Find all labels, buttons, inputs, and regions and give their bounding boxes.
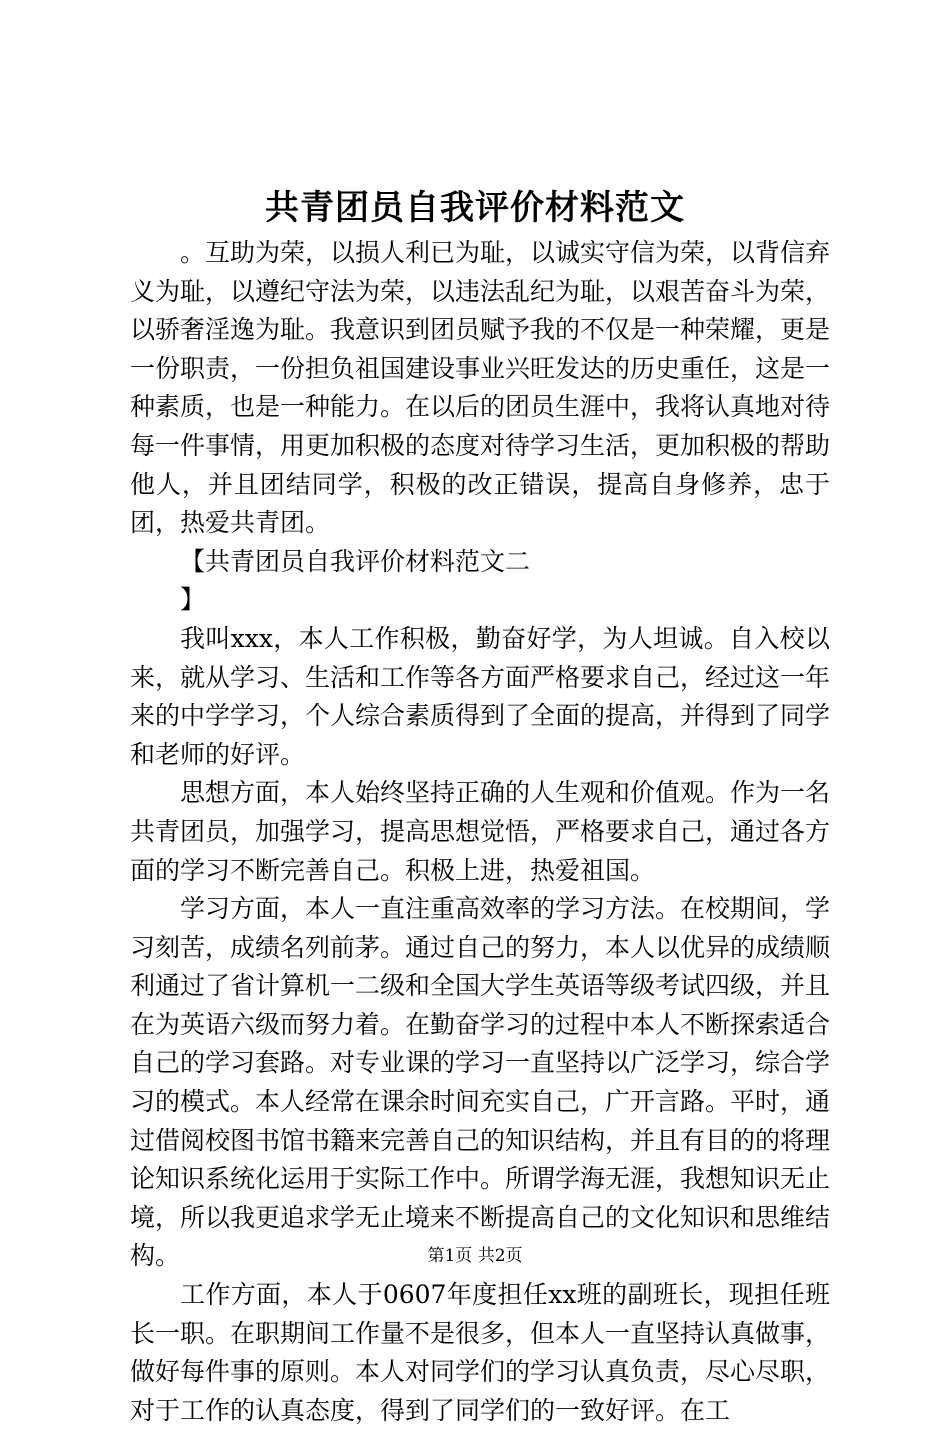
- paragraph: 工作方面，本人于0607年度担任xx班的副班长，现担任班长一职。在职期间工作量不是很多，但本人一直坚持认真做事，做好每件事的原则。本人对同学们的学习认真负责，尽心尽职，对于工作的认真态度，得到了同学们的一致好评。在工: [130, 1280, 831, 1425]
- paragraph: 。互助为荣，以损人利已为耻，以诚实守信为荣，以背信弃义为耻，以遵纪守法为荣，以违法乱纪为耻，以艰苦奋斗为荣，以骄奢淫逸为耻。我意识到团员赋予我的不仅是一种荣耀，更是一份职责，一份担负祖国建设事业兴旺发达的历史重任，这是一种素质，也是一种能力。在以后的团员生涯中，我将认真地对待每一件事情，用更加积极的态度对待学习生活，更加积极的帮助他人，并且团结同学，积极的改正错误，提高自身修养，忠于团，热爱共青团。: [130, 238, 831, 538]
- paragraph: 我叫xxx，本人工作积极，勤奋好学，为人坦诚。自入校以来，就从学习、生活和工作等各方面严格要求自己，经过这一年来的中学学习，个人综合素质得到了全面的提高，并得到了同学和老师的好评。: [130, 623, 831, 769]
- document-title: 共青团员自我评价材料范文: [265, 188, 685, 228]
- paragraph: 学习方面，本人一直注重高效率的学习方法。在校期间，学习刻苦，成绩名列前茅。通过自己的努力，本人以优异的成绩顺利通过了省计算机一二级和全国大学生英语等级考试四级，并且在为英语六级而努力着。在勤奋学习的过程中本人不断探索适合自己的学习套路。对专业课的学习一直坚持以广泛学习，综合学习的模式。本人经常在课余时间充实自己，广开言路。平时，通过借阅校图书馆书籍来完善自己的知识结构，并且有目的的将理论知识系统化运用于实际工作中。所谓学海无涯，我想知识无止境，所以我更追求学无止境来不断提高自己的文化知识和思维结构。: [130, 894, 831, 1271]
- paragraph: 思想方面，本人始终坚持正确的人生观和价值观。作为一名共青团员，加强学习，提高思想觉悟，严格要求自己，通过各方面的学习不断完善自己。积极上进，热爱祖国。: [130, 778, 831, 885]
- section-heading-bracket: 】: [180, 585, 206, 615]
- section-heading: 【共青团员自我评价材料范文二: [180, 546, 531, 576]
- page-footer: 第1页 共2页: [427, 1246, 523, 1266]
